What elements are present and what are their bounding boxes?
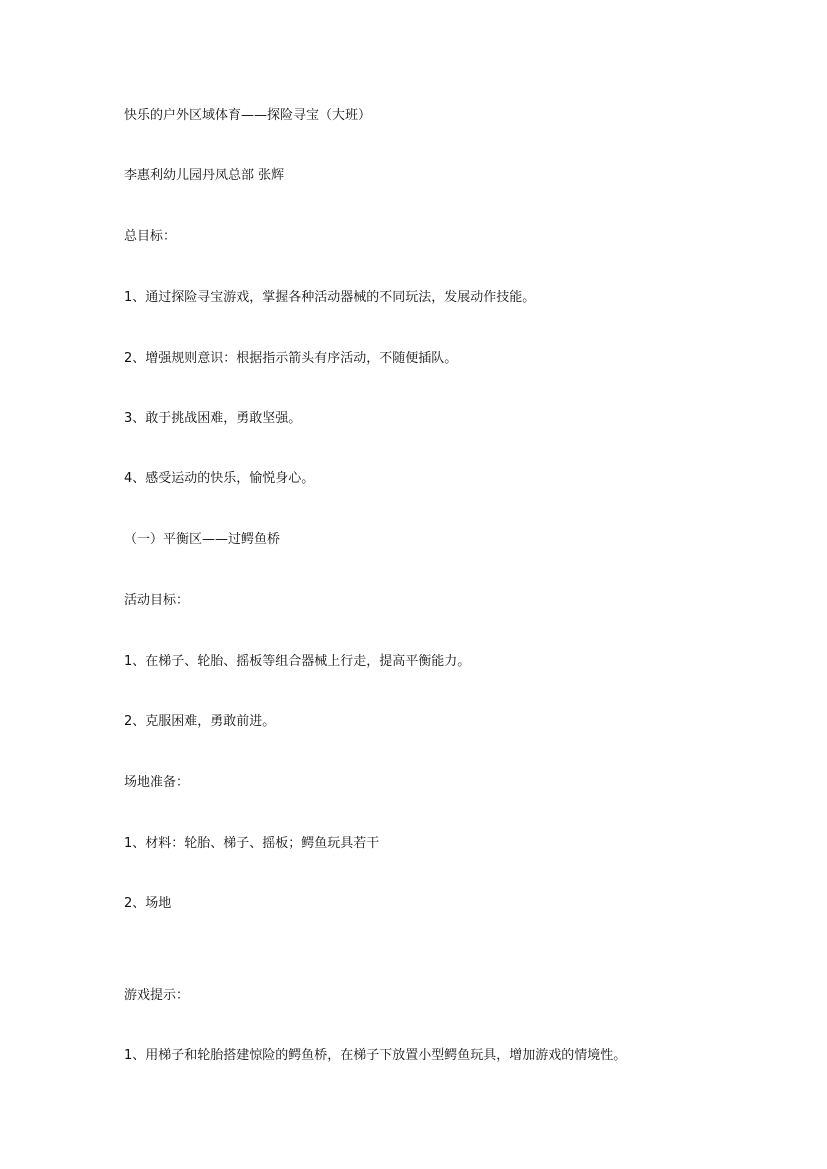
activity-goal-heading: 活动目标： — [124, 593, 190, 608]
tips-heading: 游戏提示： — [124, 988, 190, 1003]
document-author: 李惠利幼儿园丹凤总部 张辉 — [124, 168, 285, 183]
general-goal-item: 4、感受运动的快乐，愉悦身心。 — [124, 471, 315, 486]
venue-item: 1、材料：轮胎、梯子、摇板；鳄鱼玩具若干 — [124, 836, 380, 851]
activity-goal-item: 1、在梯子、轮胎、摇板等组合器械上行走，提高平衡能力。 — [124, 654, 471, 669]
tip-item: 1、用梯子和轮胎搭建惊险的鳄鱼桥，在梯子下放置小型鳄鱼玩具，增加游戏的情境性。 — [124, 1048, 627, 1063]
activity-goal-item: 2、克服困难，勇敢前进。 — [124, 714, 276, 729]
general-goal-item: 3、敢于挑战困难，勇敢坚强。 — [124, 411, 302, 426]
general-goal-item: 1、通过探险寻宝游戏，掌握各种活动器械的不同玩法，发展动作技能。 — [124, 290, 536, 305]
general-goal-heading: 总目标： — [124, 229, 177, 244]
venue-item: 2、场地 — [124, 896, 172, 911]
general-goal-item: 2、增强规则意识：根据指示箭头有序活动，不随便插队。 — [124, 351, 458, 366]
document-title: 快乐的户外区域体育——探险寻宝（大班） — [124, 108, 372, 123]
section-heading: （一）平衡区——过鳄鱼桥 — [124, 532, 281, 547]
venue-heading: 场地准备： — [124, 775, 190, 790]
